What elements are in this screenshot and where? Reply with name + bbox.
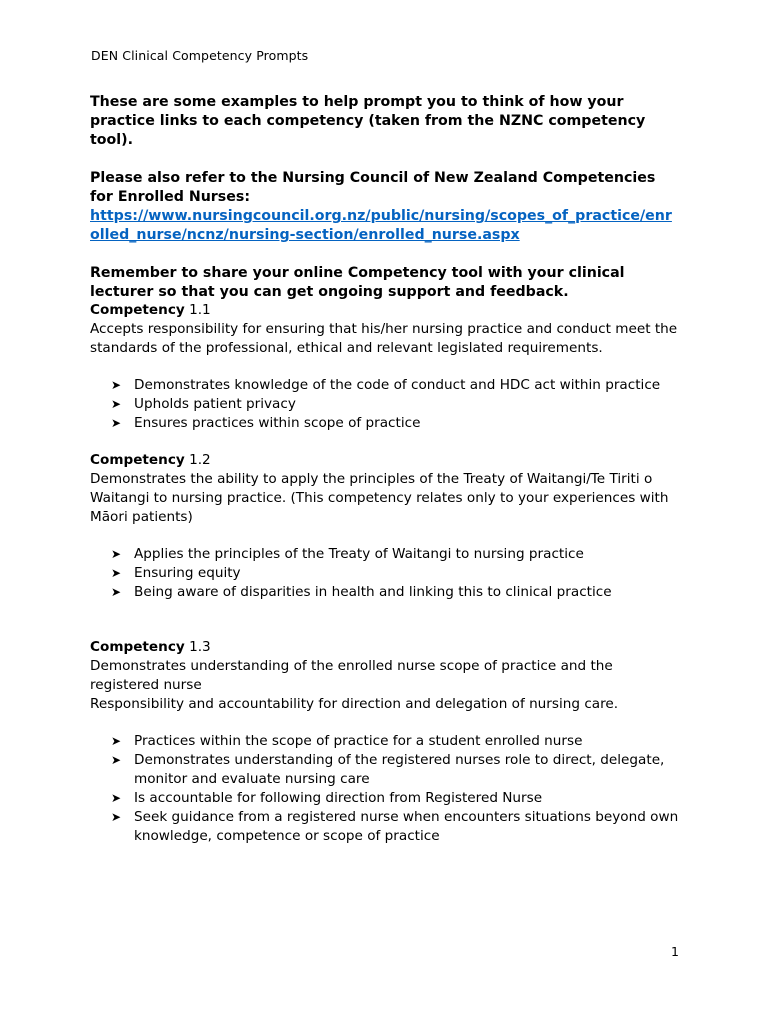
arrowhead-bullet-icon: ➤ bbox=[111, 547, 122, 561]
list-item-text: Ensures practices within scope of practice bbox=[134, 415, 421, 431]
arrowhead-bullet-icon: ➤ bbox=[111, 753, 122, 767]
reference-block bbox=[90, 169, 680, 245]
list-item bbox=[90, 789, 680, 808]
arrowhead-bullet-icon: ➤ bbox=[111, 791, 122, 805]
list-item bbox=[90, 732, 680, 751]
arrowhead-bullet-icon: ➤ bbox=[111, 416, 122, 430]
competency-title bbox=[90, 451, 680, 470]
list-item bbox=[90, 808, 680, 846]
list-item bbox=[90, 376, 680, 395]
competency-description-secondary: Responsibility and accountability for direction and delegation of nursing care. bbox=[90, 696, 619, 712]
nursing-council-link[interactable]: https://www.nursingcouncil.org.nz/public/nursing/scopes_of_practice/enrolled_nurse/ncnz/nursing-section/enrolled_nurse.aspx bbox=[90, 208, 672, 243]
list-item bbox=[90, 395, 680, 414]
competency-section-1-2 bbox=[90, 451, 680, 602]
list-item-text: Practices within the scope of practice for a student enrolled nurse bbox=[134, 733, 583, 749]
competency-label: Competency bbox=[90, 302, 185, 318]
list-item-text: Is accountable for following direction from Registered Nurse bbox=[134, 790, 543, 806]
competency-bullet-list bbox=[90, 376, 680, 433]
list-item bbox=[90, 545, 680, 564]
list-item-text: Applies the principles of the Treaty of Waitangi to nursing practice bbox=[134, 546, 584, 562]
competency-section-1-3 bbox=[90, 638, 680, 846]
competency-bullet-list bbox=[90, 545, 680, 602]
list-item-text: Ensuring equity bbox=[134, 565, 241, 581]
competency-description: Demonstrates the ability to apply the principles of the Treaty of Waitangi/Te Tiriti o Waitangi to nursing practice. (This competency relates only to your experiences with Māori patients) bbox=[90, 471, 669, 525]
arrowhead-bullet-icon: ➤ bbox=[111, 378, 122, 392]
reminder-paragraph: Remember to share your online Competency tool with your clinical lecturer so that you can get ongoing support and feedback. bbox=[90, 265, 625, 300]
competency-title bbox=[90, 301, 680, 320]
reference-paragraph: Please also refer to the Nursing Council of New Zealand Competencies for Enrolled Nurses: bbox=[90, 170, 656, 205]
competency-section-1-1 bbox=[90, 301, 680, 433]
competency-label: Competency bbox=[90, 452, 185, 468]
competency-number: 1.1 bbox=[189, 302, 211, 318]
arrowhead-bullet-icon: ➤ bbox=[111, 810, 122, 824]
list-item-text: Demonstrates understanding of the registered nurses role to direct, delegate, monitor and evaluate nursing care bbox=[134, 752, 665, 787]
competency-number: 1.2 bbox=[189, 452, 211, 468]
list-item-text: Seek guidance from a registered nurse when encounters situations beyond own knowledge, competence or scope of practice bbox=[134, 809, 679, 844]
competency-bullet-list bbox=[90, 732, 680, 846]
competency-label: Competency bbox=[90, 639, 185, 655]
arrowhead-bullet-icon: ➤ bbox=[111, 566, 122, 580]
list-item bbox=[90, 583, 680, 602]
arrowhead-bullet-icon: ➤ bbox=[111, 734, 122, 748]
competency-number: 1.3 bbox=[189, 639, 211, 655]
arrowhead-bullet-icon: ➤ bbox=[111, 397, 122, 411]
page-number: 1 bbox=[671, 944, 679, 959]
competency-title bbox=[90, 638, 680, 657]
intro-section bbox=[90, 93, 680, 302]
arrowhead-bullet-icon: ➤ bbox=[111, 585, 122, 599]
intro-paragraph: These are some examples to help prompt you to think of how your practice links to each competency (taken from the NZNC competency tool). bbox=[90, 94, 646, 148]
list-item bbox=[90, 751, 680, 789]
list-item bbox=[90, 414, 680, 433]
document-header: DEN Clinical Competency Prompts bbox=[91, 48, 309, 63]
list-item-text: Upholds patient privacy bbox=[134, 396, 296, 412]
list-item bbox=[90, 564, 680, 583]
competency-description: Accepts responsibility for ensuring that his/her nursing practice and conduct meet the standards of the professional, ethical and relevant legislated requirements. bbox=[90, 321, 678, 356]
competency-description: Demonstrates understanding of the enrolled nurse scope of practice and the registered nurse bbox=[90, 658, 613, 693]
list-item-text: Demonstrates knowledge of the code of conduct and HDC act within practice bbox=[134, 377, 661, 393]
list-item-text: Being aware of disparities in health and linking this to clinical practice bbox=[134, 584, 612, 600]
